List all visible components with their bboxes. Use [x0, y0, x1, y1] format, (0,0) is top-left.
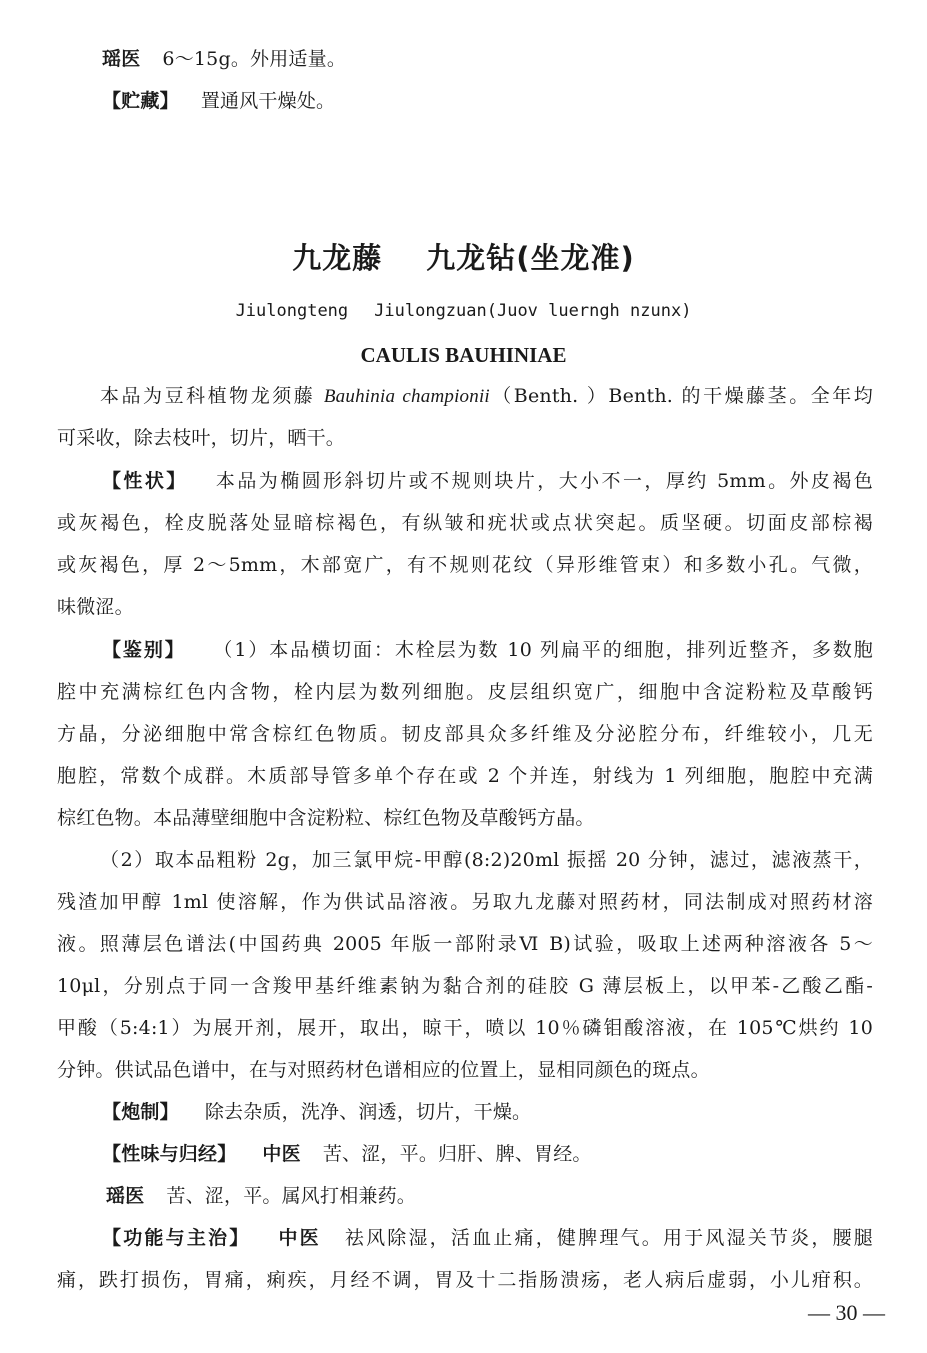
processing-text: 除去杂质，洗净、润透，切片，干燥。	[204, 1101, 532, 1123]
title-name: 九龙藤	[292, 241, 383, 275]
identification-line-3: 方晶，分泌细胞中常含棕红色物质。韧皮部具众多纤维及分泌腔分布，纤维较小，几无	[57, 723, 873, 745]
description-line-4: 味微涩。	[57, 596, 134, 618]
species-name: Bauhinia championii	[323, 386, 490, 407]
intro-line-1	[100, 375, 873, 418]
function-label: 【功能与主治】	[102, 1227, 251, 1249]
description-line-2: 或灰褐色，栓皮脱落处显暗棕褐色，有纵皱和疣状或点状突起。质坚硬。切面皮部棕褐	[57, 512, 873, 534]
identification-text-1: （1）本品横切面：木栓层为数 10 列扁平的细胞，排列近整齐，多数胞	[211, 639, 873, 661]
pinyin-alias: Jiulongzuan(Juov luerngh nzunx)	[374, 301, 692, 321]
tlc-line-4: 10μl，分别点于同一含羧甲基纤维素钠为黏合剂的硅胶 G 薄层板上，以甲苯-乙酸乙酯-	[57, 975, 873, 997]
description-text-1: 本品为椭圆形斜切片或不规则块片，大小不一，厚约 5mm。外皮褐色	[213, 470, 873, 492]
function-tcm-label: 中医	[276, 1227, 321, 1249]
identification-label: 【鉴别】	[102, 639, 186, 661]
tlc-line-6: 分钟。供试品色谱中，在与对照药材色谱相应的位置上，显相同颜色的斑点。	[57, 1059, 710, 1081]
intro-text-a: 本品为豆科植物龙须藤	[100, 385, 324, 407]
identification-line-4: 胞腔，常数个成群。木质部导管多单个存在或 2 个并连，射线为 1 列细胞，胞腔中充满	[57, 765, 873, 787]
identification-line-5: 棕红色物。本品薄壁细胞中含淀粉粒、棕红色物及草酸钙方晶。	[57, 807, 595, 829]
property-yao-text: 苦、涩，平。属风打相兼药。	[166, 1185, 417, 1207]
intro-text-b: （Benth. ）Benth. 的干燥藤茎。全年均	[489, 385, 873, 407]
description-line-3: 或灰褐色，厚 2～5mm，木部宽广，有不规则花纹（异形维管束）和多数小孔。气微，	[57, 554, 873, 576]
latin-name: CAULIS BAUHINIAE	[360, 343, 567, 367]
property-tcm-text: 苦、涩，平。归肝、脾、胃经。	[322, 1143, 592, 1165]
monograph-title	[0, 236, 927, 280]
property-label: 【性味与归经】	[102, 1143, 237, 1165]
storage-text: 置通风干燥处。	[200, 90, 336, 112]
tlc-line-1: （2）取本品粗粉 2g，加三氯甲烷-甲醇(8:2)20ml 振摇 20 分钟，滤过，滤液蒸干，	[100, 849, 873, 871]
pinyin-name: Jiulongteng	[235, 301, 349, 321]
tlc-line-3: 液。照薄层色谱法(中国药典 2005 年版一部附录Ⅵ B)试验，吸取上述两种溶液各 5～	[57, 933, 873, 955]
function-line-2: 痛，跌打损伤，胃痛，痢疾，月经不调，胃及十二指肠溃疡，老人病后虚弱，小儿疳积。	[57, 1269, 873, 1291]
identification-line-2: 腔中充满棕红色内含物，栓内层为数列细胞。皮层组织宽广，细胞中含淀粉粒及草酸钙	[57, 681, 873, 703]
yao-dosage-text: 6～15g。外用适量。	[162, 48, 347, 70]
pinyin-line	[0, 296, 927, 326]
property-yao-label: 瑶医	[106, 1185, 145, 1207]
property-tcm-label: 中医	[262, 1143, 301, 1165]
function-text-1: 祛风除湿，活血止痛，健脾理气。用于风湿关节炎，腰腿	[342, 1227, 873, 1249]
storage-line	[102, 80, 873, 122]
processing-line	[102, 1091, 873, 1133]
intro-line-2: 可采收，除去枝叶，切片，晒干。	[57, 427, 346, 449]
tlc-line-2: 残渣加甲醇 1ml 使溶解，作为供试品溶液。另取九龙藤对照药材，同法制成对照药材溶	[57, 891, 873, 913]
identification-line-1	[102, 629, 873, 671]
yao-dosage-label: 瑶医	[102, 48, 141, 70]
function-line-1	[102, 1217, 873, 1259]
description-label: 【性状】	[102, 470, 188, 492]
processing-label: 【炮制】	[102, 1101, 179, 1123]
page-number: — 30 —	[808, 1300, 885, 1325]
property-yao-line	[106, 1175, 873, 1217]
tlc-line-5: 甲酸（5:4:1）为展开剂，展开，取出，晾干，喷以 10％磷钼酸溶液，在 105℃烘约 10	[57, 1017, 873, 1039]
storage-label: 【贮藏】	[102, 90, 179, 112]
property-line	[102, 1133, 873, 1175]
yao-dosage-line	[102, 38, 873, 80]
title-alias: 九龙钻(坐龙准)	[426, 241, 635, 275]
description-line-1	[102, 460, 873, 502]
